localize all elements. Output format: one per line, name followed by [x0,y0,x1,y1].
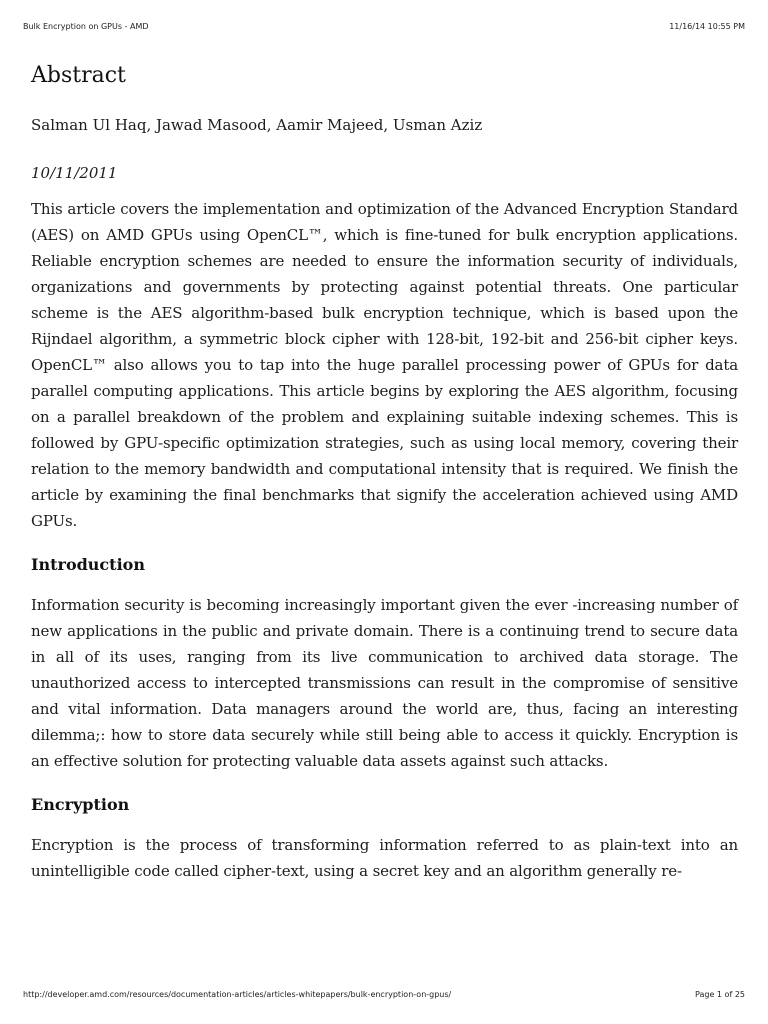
page-title: Abstract [31,63,126,88]
article-authors: Salman Ul Haq, Jawad Masood, Aamir Majeed, Usman Aziz [31,116,483,134]
article-body [31,58,738,884]
print-header [23,22,745,31]
section-heading-encryption: Encryption [31,795,130,814]
page-number: Page 1 of 25 [695,990,745,999]
article-date: 10/11/2011 [31,164,118,182]
print-footer [23,990,745,999]
print-header-title: Bulk Encryption on GPUs - AMD [23,22,149,31]
abstract-paragraph: This article covers the implementation and optimization of the Advanced Encryption Standard (AES) on AMD GPUs using OpenCL™, which is fine-tuned for bulk encryption applications. Reliable encryption schemes are needed to ensure the information security of individuals, organizations and governments by protecting against potential threats. One particular scheme is the AES algorithm-based bulk encryption technique, which is based upon the Rijndael algorithm, a symmetric block cipher with 128-bit, 192-bit and 256-bit cipher keys. OpenCL™ also allows you to tap into the huge parallel processing power of GPUs for data parallel computing applications. This article begins by exploring the AES algorithm, focusing on a parallel breakdown of the problem and explaining suitable indexing schemes. This is followed by GPU-specific optimization strategies, such as using local memory, covering their relation to the memory bandwidth and computational intensity that is required. We finish the article by examining the final benchmarks that signify the acceleration achieved using AMD GPUs. [31,200,738,530]
encryption-paragraph: Encryption is the process of transforming information referred to as plain-text into an unintelligible code called cipher-text, using a secret key and an algorithm generally re- [31,836,738,880]
print-header-timestamp: 11/16/14 10:55 PM [669,22,745,31]
introduction-paragraph: Information security is becoming increasingly important given the ever -increasing number of new applications in the public and private domain. There is a continuing trend to secure data in all of its uses, ranging from its live communication to archived data storage. The unauthorized access to intercepted transmissions can result in the compromise of sensitive and vital information. Data managers around the world are, thus, facing an interesting dilemma;: how to store data securely while still being able to access it quickly. Encryption is an effective solution for protecting valuable data assets against such attacks. [31,596,738,770]
page-url: http://developer.amd.com/resources/documentation-articles/articles-whitepapers/bulk-encryption-on-gpus/ [23,990,452,999]
section-heading-introduction: Introduction [31,555,145,574]
